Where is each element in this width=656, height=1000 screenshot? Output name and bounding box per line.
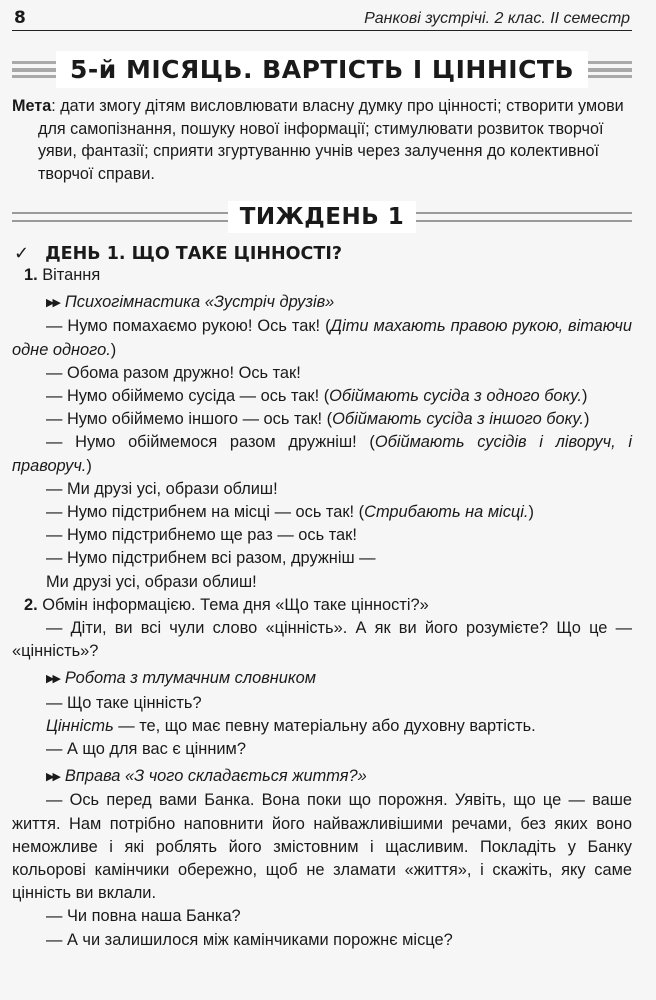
check-icon: ✓ (14, 243, 30, 264)
dialogue-line (12, 385, 632, 408)
double-arrow-icon: ▶▶ (46, 673, 59, 686)
line-end: ) (581, 387, 588, 406)
double-arrow-icon: ▶▶ (46, 297, 59, 310)
definition-line (12, 715, 632, 738)
month-banner (12, 47, 632, 91)
line-end: ) (528, 503, 534, 522)
question-line: — А що для вас є цінним? (46, 740, 246, 759)
book-title: Ранкові зустрічі. 2 клас. ІІ семестр (364, 10, 630, 27)
goal-text: : дати змогу дітям висловлювати власну думку про цінності; створити умови для самопізнання, пошуку нової інформації; стимулювати розвиток творчої уяви, фантазії; сприяти згуртуванню учнів через залучення до колективної творчої справи. (38, 97, 624, 183)
question-line: — Чи повна наша Банка? (46, 907, 241, 926)
section-2 (12, 594, 632, 952)
dialogue-line (12, 362, 632, 385)
goal-label: Мета (12, 97, 52, 115)
definition-term: Цінність (46, 716, 114, 735)
dialogue-line (12, 524, 632, 547)
question-line: — А чи залишилося між камінчиками порожнє місце? (46, 930, 453, 949)
section-number: 2. (24, 595, 38, 614)
intro-line: — Діти, ви всі чули слово «цінність». А як ви його розумієте? Що це — «цінність»? (12, 619, 632, 661)
week-banner (12, 197, 632, 237)
dialogue-line (12, 408, 632, 431)
month-title: 5-й МІСЯЦЬ. ВАРТІСТЬ І ЦІННІСТЬ (56, 51, 588, 88)
line-text: — Нумо обіймемо іншого — ось так! ( (46, 410, 333, 429)
goal-paragraph (12, 95, 632, 185)
question-line: — Що таке цінність? (46, 693, 202, 712)
double-arrow-icon: ▶▶ (46, 771, 59, 784)
stage-direction: Обіймають сусідів і ліворуч, і праворуч. (12, 433, 632, 475)
paragraph: — Ось перед вами Банка. Вона поки що порожня. Уявіть, що це — ваше життя. Нам потрібно наповнити його найважливішими речами, без яких воно неможливе і які роблять його змістовним і щасливим. Покладіть у Банку кольорові камінчики обережно, щоб не зламати «життя», і скажіть, яку саме цінність ви вклали. (12, 791, 632, 903)
line-text: — Обома разом дружно! Ось так! (46, 363, 301, 382)
activity-title: Робота з тлумачним словником (64, 669, 316, 688)
section-number: 1. (24, 266, 38, 284)
definition-text: — те, що має певну матеріальну або духовну вартість. (113, 716, 536, 735)
section-heading (12, 594, 632, 617)
dialogue-line (12, 315, 632, 361)
activity-heading (12, 765, 632, 789)
activity-title: Вправа «З чого складається життя?» (64, 767, 367, 786)
section-heading (12, 264, 632, 287)
section-1 (12, 264, 632, 594)
dialogue-line (12, 431, 632, 477)
week-title: ТИЖДЕНЬ 1 (228, 201, 417, 233)
line-end: ) (110, 340, 117, 359)
line-text: — Нумо підстрибнем на місці — ось так! ( (46, 503, 365, 522)
dialogue-line (12, 547, 632, 570)
line-text: — Нумо обіймемо сусіда — ось так! ( (46, 387, 330, 406)
activity-heading (12, 667, 632, 691)
line-text: — Нумо підстрибнемо ще раз — ось так! (46, 526, 357, 545)
section-title: Вітання (42, 266, 101, 284)
dialogue-line (12, 571, 632, 594)
stage-direction: Обіймають сусіда з іншого боку. (332, 410, 584, 429)
section-title: Обмін інформацією. Тема дня «Що таке цінності?» (42, 595, 429, 614)
line-end: ) (583, 410, 590, 429)
running-header (12, 0, 632, 31)
stage-direction: Обіймають сусіда з одного боку. (329, 387, 582, 406)
line-text: — Нумо помахаємо рукою! Ось так! ( (46, 317, 331, 336)
line-text: — Нумо підстрибнем всі разом, дружніш — (46, 549, 376, 568)
line-text: — Ми друзі усі, образи облиш! (46, 479, 278, 498)
line-text: — Нумо обіймемося разом дружніш! ( (46, 433, 375, 452)
day-title: ДЕНЬ 1. ЩО ТАКЕ ЦІННОСТІ? (45, 243, 342, 264)
line-text: Ми друзі усі, образи облиш! (46, 572, 257, 591)
stage-direction: Стрибають на місці. (364, 503, 529, 522)
day-heading (12, 243, 632, 264)
page (12, 0, 632, 952)
activity-heading (12, 291, 632, 315)
page-number: 8 (14, 8, 26, 28)
activity-title: Психогімнастика «Зустріч друзів» (64, 293, 335, 312)
dialogue-line (12, 478, 632, 501)
dialogue-line (12, 501, 632, 524)
line-end: ) (86, 456, 92, 475)
stage-direction: Діти махають правою рукою, вітаючи одне одного. (12, 317, 632, 359)
